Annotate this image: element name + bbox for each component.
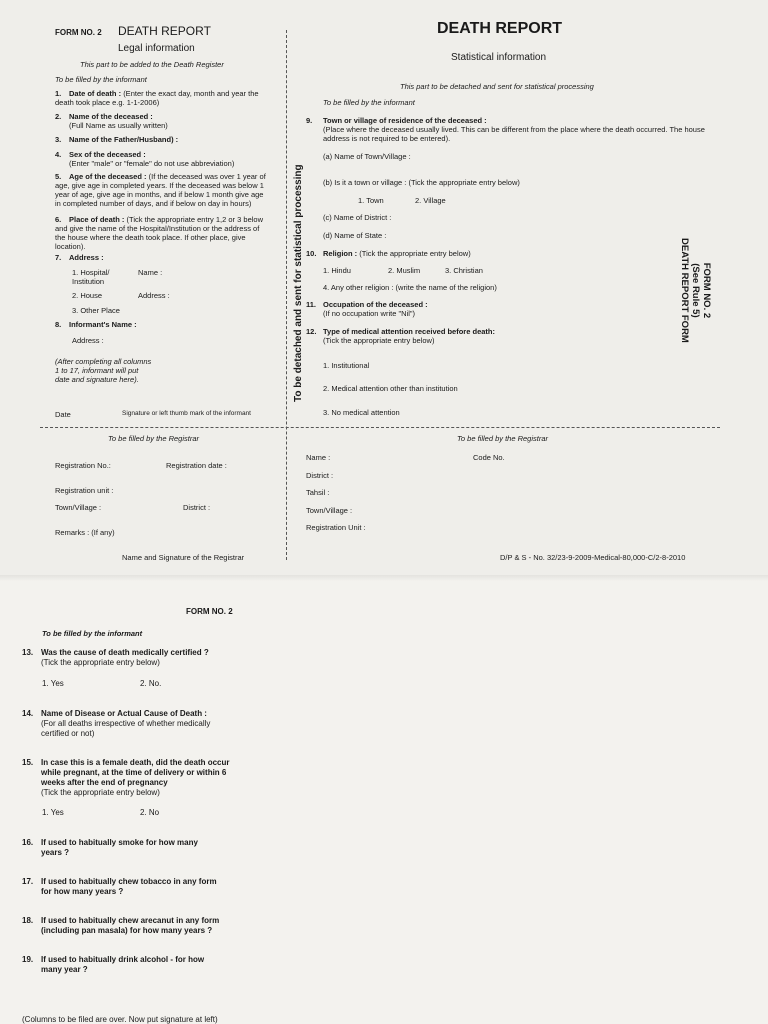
item-5-age: 5. Age of the deceased : (If the deceased was over 1 year of age, give age in completed years. If the deceased was below 1 year of age, give age in months, and if below 1 month give age in completed number of days, and if below on day in hours) [55,172,266,208]
hospital-name-label: Name : [138,268,163,277]
right-district-label: District : [306,471,334,480]
item-11-occupation: 11. Occupation of the deceased : (If no occupation write "Nil") [306,300,428,318]
left-filled-by: To be filled by the informant [55,75,147,84]
bottom-form-number: FORM NO. 2 [186,607,233,616]
item-8-informant-name: 8. Informant's Name : [55,320,137,329]
right-detach-note: This part to be detached and sent for statistical processing [400,82,594,91]
option-medical-other: 2. Medical attention other than institution [323,384,458,393]
q13-option-yes: 1. Yes [42,679,64,688]
item-9d-state: (d) Name of State : [323,231,387,240]
item-9b-town-or-village: (b) Is it a town or village : (Tick the appropriate entry below) [323,178,520,187]
option-other-religion: 4. Any other religion : (write the name of the religion) [323,283,497,292]
item-9c-district: (c) Name of District : [323,213,392,222]
registrar-right-heading: To be filled by the Registrar [457,434,549,443]
option-house: 2. House [72,291,103,300]
item-13-medically-certified: 13. Was the cause of death medically certified ? (Tick the appropriate entry below) [22,648,209,667]
item-18-arecanut: 18. If used to habitually chew arecanut in any form (including pan masala) for how many years ? [22,916,220,935]
option-no-medical: 3. No medical attention [323,408,400,417]
code-number-label: Code No. [473,453,505,462]
bottom-footer-note: (Columns to be filed are over. Now put signature at left) [22,1015,218,1024]
left-title: DEATH REPORT [118,24,211,38]
informant-signature-label: Signature or left thumb mark of the informant [122,410,251,417]
option-institutional: 1. Institutional [323,361,370,370]
item-9-residence: 9. Town or village of residence of the deceased : (Place where the deceased usually lived. This can be different from the place where the death occurred. The house address is not required to be entered). [306,116,705,143]
bottom-filled-by: To be filled by the informant [42,629,143,638]
item-16-smoking: 16. If used to habitually smoke for how many years ? [22,838,198,857]
registration-date-label: Registration date : [166,461,227,470]
detach-instruction-vertical: To be detached and sent for statistical processing [293,164,304,402]
item-14-cause-of-death: 14. Name of Disease or Actual Cause of Death : (For all deaths irrespective of whether medically certified or not) [22,709,211,738]
item-15-female-death: 15. In case this is a female death, did the death occur while pregnant, at the time of delivery or within 6 weeks after the end of pregnancy (Tick the appropriate entry below) [22,758,230,797]
item-19-alcohol: 19. If used to habitually drink alcohol - for how many year ? [22,955,205,974]
left-town-village-label: Town/Village : [55,503,102,512]
right-name-label: Name : [306,453,331,462]
option-village: 2. Village [415,196,446,205]
left-register-note: This part to be added to the Death Register [80,60,224,69]
option-hospital: 1. Hospital/ Institution [72,268,110,286]
item-10-religion: 10. Religion : (Tick the appropriate entry below) [306,249,471,258]
item-4-sex: 4. Sex of the deceased : (Enter "male" or "female" do not use abbreviation) [55,150,235,168]
item-12-medical-attention: 12. Type of medical attention received before death: (Tick the appropriate entry below) [306,327,495,345]
remarks-label: Remarks : (If any) [55,528,115,537]
detach-line [286,30,287,560]
page-fold [0,575,768,581]
print-reference: D/P & S - No. 32/23-9-2009-Medical-80,000-C/2-8-2010 [500,553,686,562]
after-completing-note: (After completing all columns 1 to 17, informant will put date and signature here). [55,357,152,384]
option-christian: 3. Christian [445,266,483,275]
q13-option-no: 2. No. [140,679,162,688]
option-town: 1. Town [358,196,384,205]
tahsil-label: Tahsil : [306,488,330,497]
item-2-name-of-deceased: 2. Name of the deceased : (Full Name as usually written) [55,112,168,130]
registration-number-label: Registration No.: [55,461,111,470]
q15-option-no: 2. No [140,808,160,817]
left-subtitle: Legal information [118,43,195,54]
form-reference-vertical: FORM NO. 2 (See Rule 5) DEATH REPORT FORM [679,238,712,343]
item-1-date-of-death: 1. Date of death : (Enter the exact day, month and year the death took place e.g. 1-1-2006) [55,89,259,107]
registration-unit-label: Registration unit : [55,486,114,495]
item-17-tobacco: 17. If used to habitually chew tobacco in any form for how many years ? [22,877,217,896]
registrar-divider [40,427,720,428]
item-9a-town-village: (a) Name of Town/Village : [323,152,411,161]
house-address-label: Address : [138,291,170,300]
left-district-label: District : [183,503,211,512]
right-title: DEATH REPORT [437,20,563,37]
form-number: FORM NO. 2 [55,28,102,37]
q15-option-yes: 1. Yes [42,808,64,817]
option-hindu: 1. Hindu [323,266,351,275]
right-registration-unit-label: Registration Unit : [306,523,366,532]
item-6-place-of-death: 6. Place of death : (Tick the appropriate entry 1,2 or 3 below and give the name of the Hospital/Institution or the address of the house where the death took place. If other place, give location). [55,215,263,251]
option-muslim: 2. Muslim [388,266,421,275]
informant-address-label: Address : [72,336,104,345]
registrar-left-heading: To be filled by the Registrar [108,434,200,443]
right-town-village-label: Town/Village : [306,506,353,515]
registrar-signature-label: Name and Signature of the Registrar [122,553,245,562]
right-subtitle: Statistical information [451,52,547,63]
date-label: Date [55,410,71,419]
right-filled-by: To be filled by the informant [323,98,415,107]
item-7-address: 7. Address : [55,253,104,262]
option-other-place: 3. Other Place [72,306,120,315]
item-3-father-husband: 3. Name of the Father/Husband) : [55,135,179,144]
